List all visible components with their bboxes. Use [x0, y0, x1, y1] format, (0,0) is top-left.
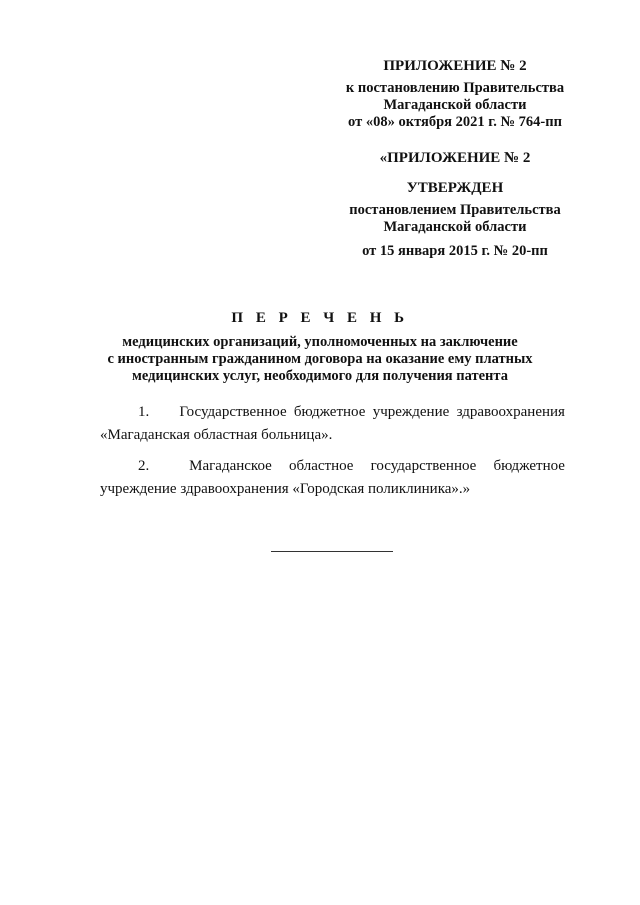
list-item-first-line — [100, 455, 565, 478]
list-item — [100, 401, 565, 447]
list-item-number: 2. — [138, 458, 150, 474]
annex-line-1: к постановлению Правительства — [345, 80, 565, 96]
list-item-continuation: учреждение здравоохранения «Городская поликлиника».» — [100, 481, 471, 497]
list-item-continuation: «Магаданская областная больница». — [100, 427, 333, 443]
annex-line-3: от «08» октября 2021 г. № 764-пп — [348, 114, 562, 130]
list-heading — [90, 310, 550, 385]
approval-title: УТВЕРЖДЕН — [406, 180, 504, 196]
annex-header — [310, 58, 600, 131]
list-item-word: бюджетное — [293, 404, 366, 420]
closing-divider — [271, 551, 393, 552]
list-item-word: бюджетное — [493, 458, 565, 474]
list-item — [100, 455, 565, 501]
list-item-word: здравоохранения — [456, 404, 565, 420]
previous-annex-header — [310, 150, 600, 167]
list-item-word: Государственное — [179, 404, 287, 420]
list-item-word: учреждение — [372, 404, 450, 420]
list-item-first-line — [100, 401, 565, 424]
list-subtitle-line-1: медицинских организаций, уполномоченных на заключение — [122, 334, 518, 350]
annex-line-2: Магаданской области — [383, 97, 527, 113]
approval-line-3: от 15 января 2015 г. № 20-пп — [362, 243, 548, 259]
list-title: П Е Р Е Ч Е Н Ь — [231, 310, 409, 326]
list-subtitle-line-2: с иностранным гражданином договора на оказание ему платных — [107, 351, 533, 367]
approval-line-1: постановлением Правительства — [349, 202, 561, 218]
list-item-word: государственное — [370, 458, 477, 474]
list-item-word: областное — [288, 458, 354, 474]
list-subtitle — [90, 334, 550, 385]
list-item-word: Магаданское — [189, 458, 272, 474]
list-item-number: 1. — [138, 404, 150, 420]
annex-title: ПРИЛОЖЕНИЕ № 2 — [383, 58, 527, 74]
organization-list — [100, 401, 565, 509]
previous-annex-title: «ПРИЛОЖЕНИЕ № 2 — [379, 150, 531, 166]
approval-block — [310, 180, 600, 260]
approval-line-2: Магаданской области — [383, 219, 527, 235]
list-subtitle-line-3: медицинских услуг, необходимого для получения патента — [132, 368, 508, 384]
